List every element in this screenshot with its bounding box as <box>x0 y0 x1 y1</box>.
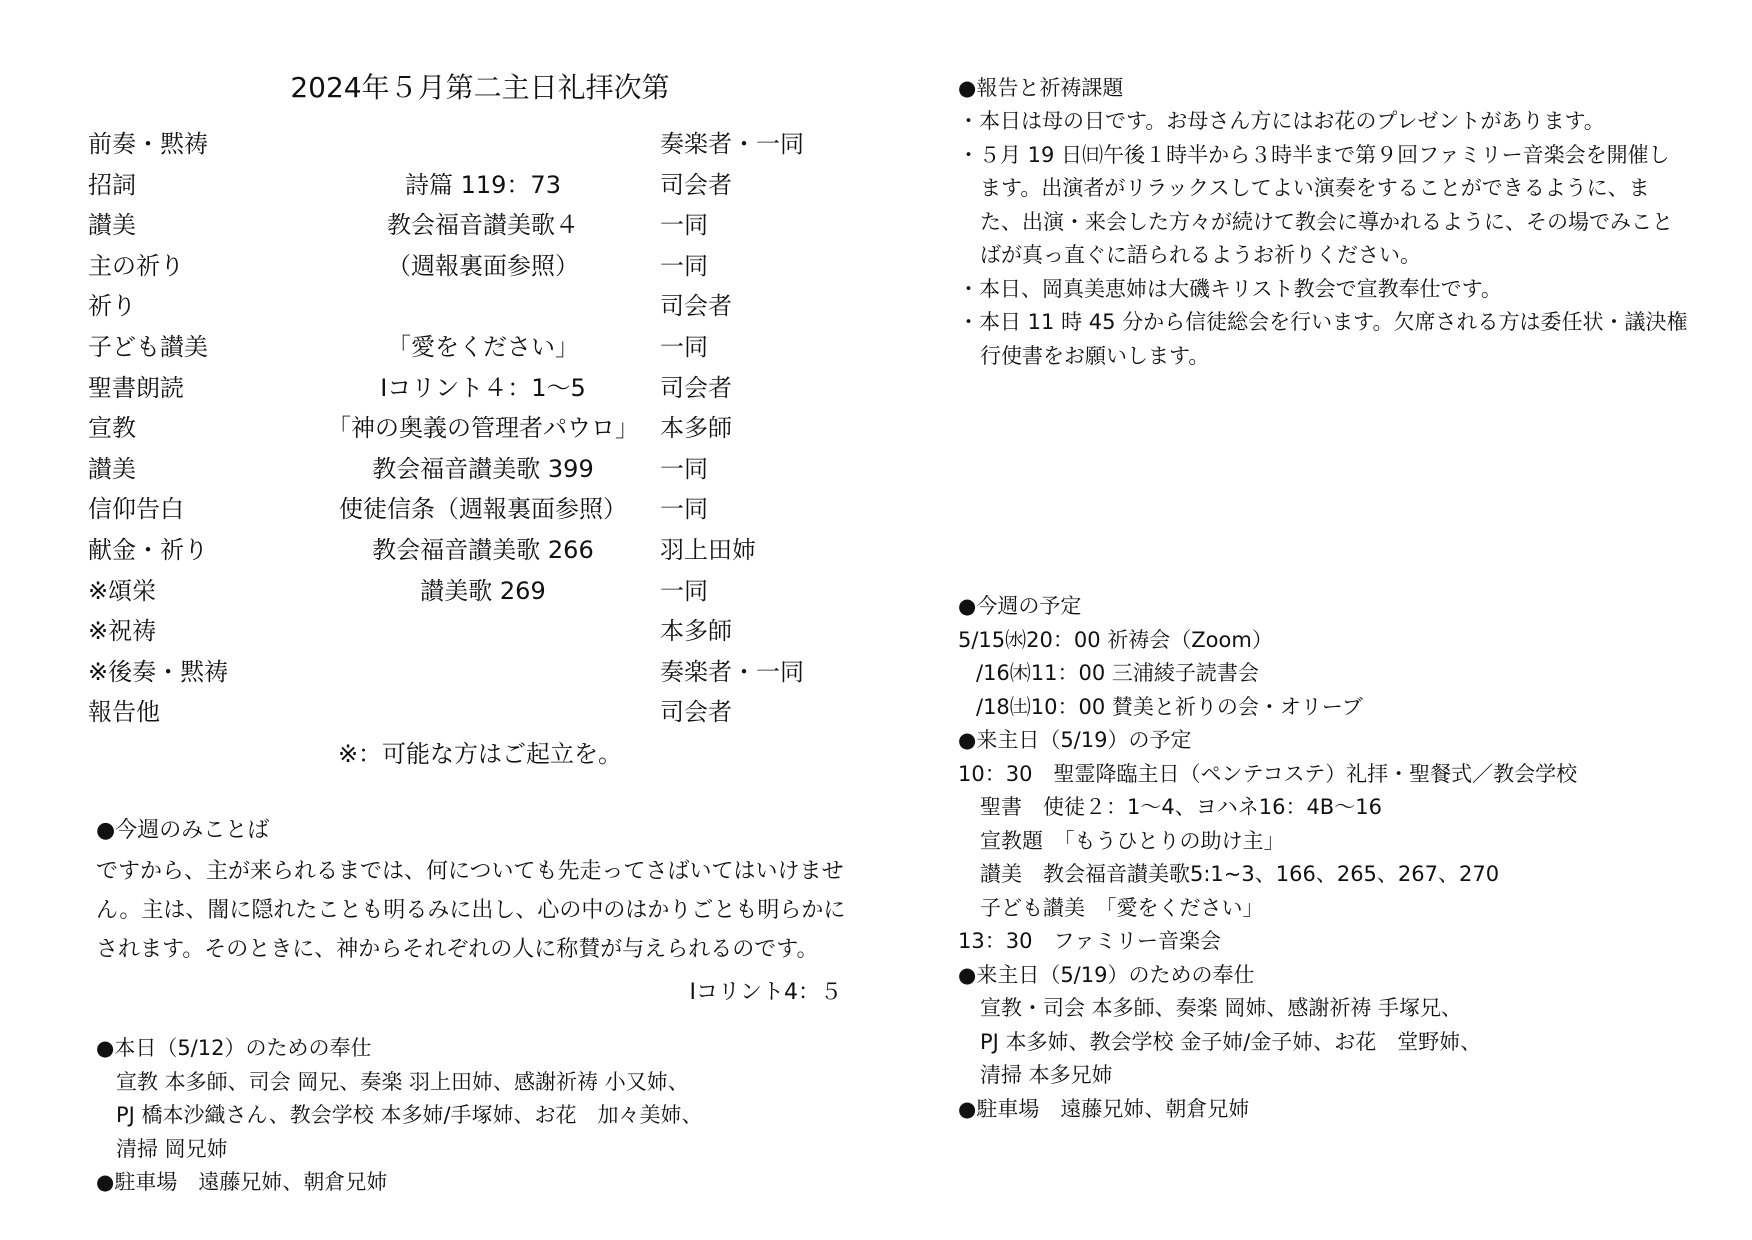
verse-line: されます。そのときに、神からそれぞれの人に称賛が与えられるのです。 <box>96 937 819 962</box>
order-item: 聖書朗読 <box>88 373 184 402</box>
order-detail: 使徒信条（週報裏面参照） <box>339 495 627 524</box>
week-heading: ●今週の予定 <box>958 594 1082 618</box>
parking-line: ●駐車場 遠藤兄姉、朝倉兄姉 <box>96 1170 388 1194</box>
order-row <box>88 327 848 368</box>
verse-text <box>96 852 856 969</box>
order-item: 招詞 <box>88 170 136 199</box>
order-leader: 奏楽者・一同 <box>660 130 804 158</box>
stand-note: ※：可能な方はご起立を。 <box>337 740 623 768</box>
order-of-service <box>88 124 848 733</box>
order-leader: 一同 <box>660 495 708 524</box>
order-detail: 「愛をください」 <box>387 332 579 361</box>
order-detail: 教会福音讃美歌４ <box>387 211 579 240</box>
order-item: ※祝祷 <box>88 617 157 646</box>
order-row <box>88 489 848 530</box>
report-item: ・本日は母の日です。お母さん方にはお花のプレゼントがあります。 <box>958 109 1605 133</box>
order-item: ※頌栄 <box>88 576 157 605</box>
week-line: /18㈯10：00 賛美と祈りの会・オリーブ <box>976 694 1363 719</box>
order-item: 報告他 <box>88 698 160 727</box>
duty-line: PJ 橋本沙織さん、教会学校 本多姉/手塚姉、お花 加々美姉、 <box>116 1103 703 1127</box>
order-item: 讃美 <box>88 454 136 483</box>
order-row <box>88 368 848 409</box>
order-leader: 羽上田姉 <box>660 535 756 564</box>
today-duties <box>96 1032 703 1200</box>
order-leader: 司会者 <box>660 292 732 321</box>
order-detail: 詩篇 119：73 <box>405 170 561 199</box>
next-detail: 宣教題 「もうひとりの助け主」 <box>980 828 1285 853</box>
order-row <box>88 165 848 206</box>
order-leader: 一同 <box>660 454 708 483</box>
order-detail: （週報裏面参照） <box>387 251 579 280</box>
order-detail: 教会福音讃美歌 399 <box>372 454 594 483</box>
order-leader: 本多師 <box>660 617 732 646</box>
next-heading: ●来主日（5/19）の予定 <box>958 728 1192 752</box>
order-item: 前奏・黙祷 <box>88 130 208 158</box>
order-item: 子ども讃美 <box>88 332 208 361</box>
verse-line: ですから、主が来られるまでは、何についても先走ってさばいてはいけませ <box>96 859 844 884</box>
order-row <box>88 205 848 246</box>
next-duty-heading: ●来主日（5/19）のための奉仕 <box>958 962 1255 987</box>
report-item: ・本日、岡真美恵姉は大磯キリスト教会で宣教奉仕です。 <box>958 276 1502 301</box>
schedule-section <box>958 590 1577 1126</box>
reports-list <box>958 105 1688 373</box>
service-title: 2024年５月第二主日礼拝次第 <box>290 71 670 104</box>
order-leader: 本多師 <box>660 414 732 443</box>
order-leader: 一同 <box>660 251 708 280</box>
order-detail: Ⅰコリント４：1～5 <box>380 373 586 402</box>
week-line: 5/15㈬20：00 祈祷会（Zoom） <box>958 627 1273 652</box>
order-leader: 奏楽者・一同 <box>660 657 804 686</box>
order-row <box>88 449 848 490</box>
order-item: 宣教 <box>88 414 136 443</box>
order-row <box>88 530 848 571</box>
order-row <box>88 611 848 652</box>
next-duty-line: 清掃 本多兄姉 <box>980 1063 1113 1087</box>
order-row <box>88 286 848 327</box>
report-item: ・５月 19 日㈰午後１時半から３時半まで第９回ファミリー音楽会を開催します。出演者がリラックスしてよい演奏をすることができるように、また、出演・来会した方々が続けて教会に導かれるように、その場でみことばが真っ直ぐに語られるようお祈りください。 <box>958 142 1673 267</box>
order-row <box>88 246 848 287</box>
verse-heading: ●今週のみことば <box>96 818 270 843</box>
order-detail: 「神の奥義の管理者パウロ」 <box>327 414 639 443</box>
duty-line: 宣教 本多師、司会 岡兄、奏楽 羽上田姉、感謝祈祷 小又姉、 <box>116 1069 689 1094</box>
next-duty-line: PJ 本多姉、教会学校 金子姉/金子姉、お花 堂野姉、 <box>980 1029 1482 1054</box>
order-item: 信仰告白 <box>88 495 184 524</box>
order-row <box>88 571 848 612</box>
next-duty-line: 宣教・司会 本多師、奏楽 岡姉、感謝祈祷 手塚兄、 <box>980 996 1463 1020</box>
next-detail: 子ども讃美 「愛をください」 <box>980 895 1264 920</box>
order-detail: 讃美歌 269 <box>420 576 546 605</box>
reports-heading: ●報告と祈祷課題 <box>958 76 1124 100</box>
duty-heading: ●本日（5/12）のための奉仕 <box>96 1036 372 1060</box>
order-row <box>88 652 848 693</box>
order-detail: 教会福音讃美歌 266 <box>372 535 594 564</box>
next-detail: 讃美 教会福音讃美歌5:1~3、166、265、267、270 <box>980 862 1500 886</box>
order-item: 主の祈り <box>88 251 184 280</box>
report-item: ・本日 11 時 45 分から信徒総会を行います。欠席される方は委任状・議決権行使書をお願いします。 <box>958 310 1688 368</box>
order-item: 祈り <box>88 292 136 321</box>
order-item: ※後奏・黙祷 <box>88 657 229 686</box>
order-row <box>88 124 848 165</box>
order-leader: 一同 <box>660 576 708 605</box>
next-detail: 聖書 使徒２：1～4、ヨハネ16：4B～16 <box>980 795 1382 819</box>
order-leader: 一同 <box>660 332 708 361</box>
duty-line: 清掃 岡兄姉 <box>116 1136 228 1161</box>
order-leader: 司会者 <box>660 170 732 199</box>
order-row <box>88 692 848 733</box>
order-row <box>88 408 848 449</box>
parking-line: ●駐車場 遠藤兄姉、朝倉兄姉 <box>958 1096 1250 1121</box>
verse-line: ん。主は、闇に隠れたことも明るみに出し、心の中のはかりごとも明らかに <box>96 898 846 923</box>
order-item: 讃美 <box>88 211 136 240</box>
order-leader: 司会者 <box>660 698 732 727</box>
order-leader: 司会者 <box>660 373 732 402</box>
next-concert: 13：30 ファミリー音楽会 <box>958 929 1222 953</box>
week-line: /16㈭11：00 三浦綾子読書会 <box>976 661 1259 685</box>
next-service: 10：30 聖霊降臨主日（ペンテコステ）礼拝・聖餐式／教会学校 <box>958 761 1578 786</box>
verse-reference: Ⅰコリント4：５ <box>689 980 842 1005</box>
order-leader: 一同 <box>660 211 708 240</box>
order-item: 献金・祈り <box>88 535 208 564</box>
